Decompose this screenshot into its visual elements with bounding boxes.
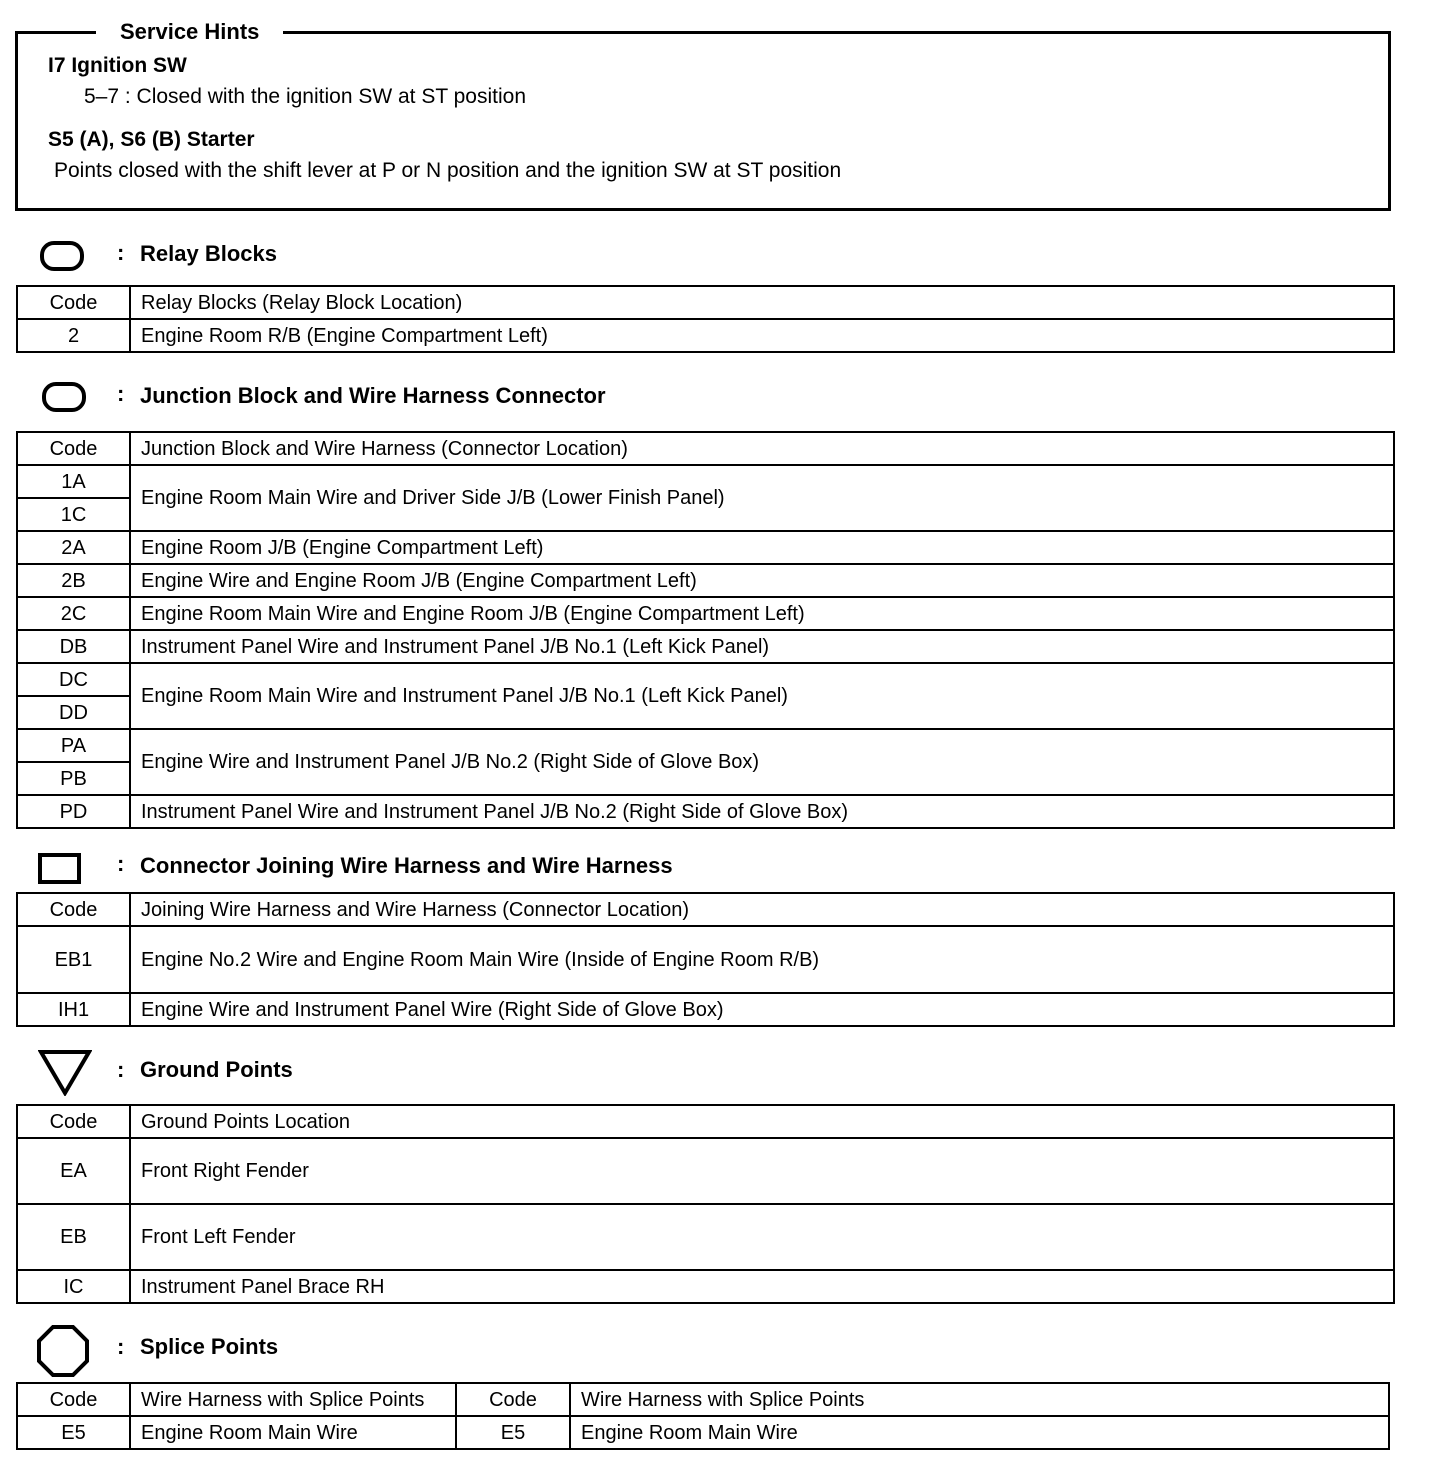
header-code: Code: [17, 1105, 130, 1138]
table-row: [17, 926, 1394, 993]
row-code: E5: [17, 1416, 130, 1449]
header-code: Code: [17, 893, 130, 926]
ground-points-header: [0, 1046, 1400, 1094]
relay-blocks-table: [16, 285, 1395, 353]
table-row: [17, 531, 1394, 564]
row-code: 2B: [17, 564, 130, 597]
row-desc: Engine No.2 Wire and Engine Room Main Wire (Inside of Engine Room R/B): [130, 926, 1394, 993]
row-code: EB1: [17, 926, 130, 993]
hint-starter: [48, 127, 841, 184]
row-desc: Engine Room Main Wire: [130, 1416, 456, 1449]
table-row: [17, 1416, 1389, 1449]
header-code: Code: [456, 1383, 570, 1416]
header-desc: Wire Harness with Splice Points: [130, 1383, 456, 1416]
table-row: [17, 630, 1394, 663]
row-desc: Front Left Fender: [130, 1204, 1394, 1270]
row-desc: Instrument Panel Brace RH: [130, 1270, 1394, 1303]
table-row: [17, 1138, 1394, 1204]
section-title: Relay Blocks: [140, 241, 277, 266]
row-code: PA: [17, 729, 130, 762]
row-code: 2C: [17, 597, 130, 630]
row-desc: Engine Room Main Wire and Driver Side J/B (Lower Finish Panel): [130, 465, 1394, 531]
table-header-row: [17, 893, 1394, 926]
table-row: [17, 795, 1394, 828]
row-desc: Engine Room R/B (Engine Compartment Left): [130, 319, 1394, 352]
row-code: PB: [17, 762, 130, 795]
table-row: [17, 465, 1394, 498]
colon: :: [117, 1334, 125, 1359]
hint-ignition-sw: [48, 53, 526, 110]
hint-line: 5–7 : Closed with the ignition SW at ST position: [84, 85, 527, 108]
header-desc: Wire Harness with Splice Points: [570, 1383, 1389, 1416]
row-code: DC: [17, 663, 130, 696]
section-title: Connector Joining Wire Harness and Wire Harness: [140, 853, 673, 878]
row-desc: Engine Room Main Wire: [570, 1416, 1389, 1449]
table-row: [17, 993, 1394, 1026]
header-code: Code: [17, 286, 130, 319]
relay-block-oval-icon: [40, 241, 84, 271]
table-header-row: [17, 1383, 1389, 1416]
row-desc: Engine Wire and Engine Room J/B (Engine Compartment Left): [130, 564, 1394, 597]
splice-points-header: [0, 1322, 1400, 1370]
header-desc: Ground Points Location: [130, 1105, 1394, 1138]
hint-line: Points closed with the shift lever at P or N position and the ignition SW at ST position: [54, 159, 842, 182]
row-code: 2: [17, 319, 130, 352]
junction-block-header: [0, 378, 1400, 426]
service-hints-box: [15, 19, 1391, 211]
hint-heading: I7 Ignition SW: [48, 54, 187, 77]
connector-joining-header: [0, 848, 1400, 896]
row-code: IH1: [17, 993, 130, 1026]
hint-heading: S5 (A), S6 (B) Starter: [48, 128, 255, 151]
colon: :: [117, 381, 125, 406]
ground-points-table: [16, 1104, 1395, 1304]
table-header-row: [17, 432, 1394, 465]
junction-block-oval-icon: [42, 382, 86, 412]
header-desc: Relay Blocks (Relay Block Location): [130, 286, 1394, 319]
table-row: [17, 729, 1394, 762]
connector-rect-icon: [38, 853, 81, 884]
row-code: IC: [17, 1270, 130, 1303]
table-row: [17, 597, 1394, 630]
table-row: [17, 663, 1394, 696]
row-code: 1A: [17, 465, 130, 498]
row-code: 1C: [17, 498, 130, 531]
colon: :: [117, 240, 125, 265]
row-desc: Engine Room Main Wire and Engine Room J/B (Engine Compartment Left): [130, 597, 1394, 630]
row-desc: Instrument Panel Wire and Instrument Panel J/B No.2 (Right Side of Glove Box): [130, 795, 1394, 828]
section-title: Splice Points: [140, 1334, 279, 1359]
row-desc: Engine Wire and Instrument Panel Wire (Right Side of Glove Box): [130, 993, 1394, 1026]
row-desc: Engine Wire and Instrument Panel J/B No.2 (Right Side of Glove Box): [130, 729, 1394, 795]
row-code: E5: [456, 1416, 570, 1449]
splice-octagon-icon: [36, 1324, 90, 1378]
table-header-row: [17, 286, 1394, 319]
table-row: [17, 564, 1394, 597]
row-code: EB: [17, 1204, 130, 1270]
row-code: DB: [17, 630, 130, 663]
header-desc: Joining Wire Harness and Wire Harness (Connector Location): [130, 893, 1394, 926]
section-title: Junction Block and Wire Harness Connector: [140, 383, 606, 408]
connector-table: [16, 892, 1395, 1027]
table-row: [17, 1270, 1394, 1303]
ground-triangle-icon: [38, 1048, 92, 1096]
row-desc: Instrument Panel Wire and Instrument Panel J/B No.1 (Left Kick Panel): [130, 630, 1394, 663]
table-row: [17, 1204, 1394, 1270]
junction-block-table: [16, 431, 1395, 829]
relay-blocks-header: [0, 236, 1400, 284]
table-row: [17, 319, 1394, 352]
row-desc: Engine Room J/B (Engine Compartment Left): [130, 531, 1394, 564]
table-header-row: [17, 1105, 1394, 1138]
colon: :: [117, 851, 125, 876]
row-desc: Engine Room Main Wire and Instrument Panel J/B No.1 (Left Kick Panel): [130, 663, 1394, 729]
header-code: Code: [17, 432, 130, 465]
row-desc: Front Right Fender: [130, 1138, 1394, 1204]
header-desc: Junction Block and Wire Harness (Connector Location): [130, 432, 1394, 465]
row-code: DD: [17, 696, 130, 729]
header-code: Code: [17, 1383, 130, 1416]
splice-points-table: [16, 1382, 1390, 1450]
row-code: 2A: [17, 531, 130, 564]
colon: :: [117, 1057, 125, 1082]
section-title: Ground Points: [140, 1057, 293, 1082]
row-code: PD: [17, 795, 130, 828]
row-code: EA: [17, 1138, 130, 1204]
service-hints-title: Service Hints: [96, 18, 283, 46]
